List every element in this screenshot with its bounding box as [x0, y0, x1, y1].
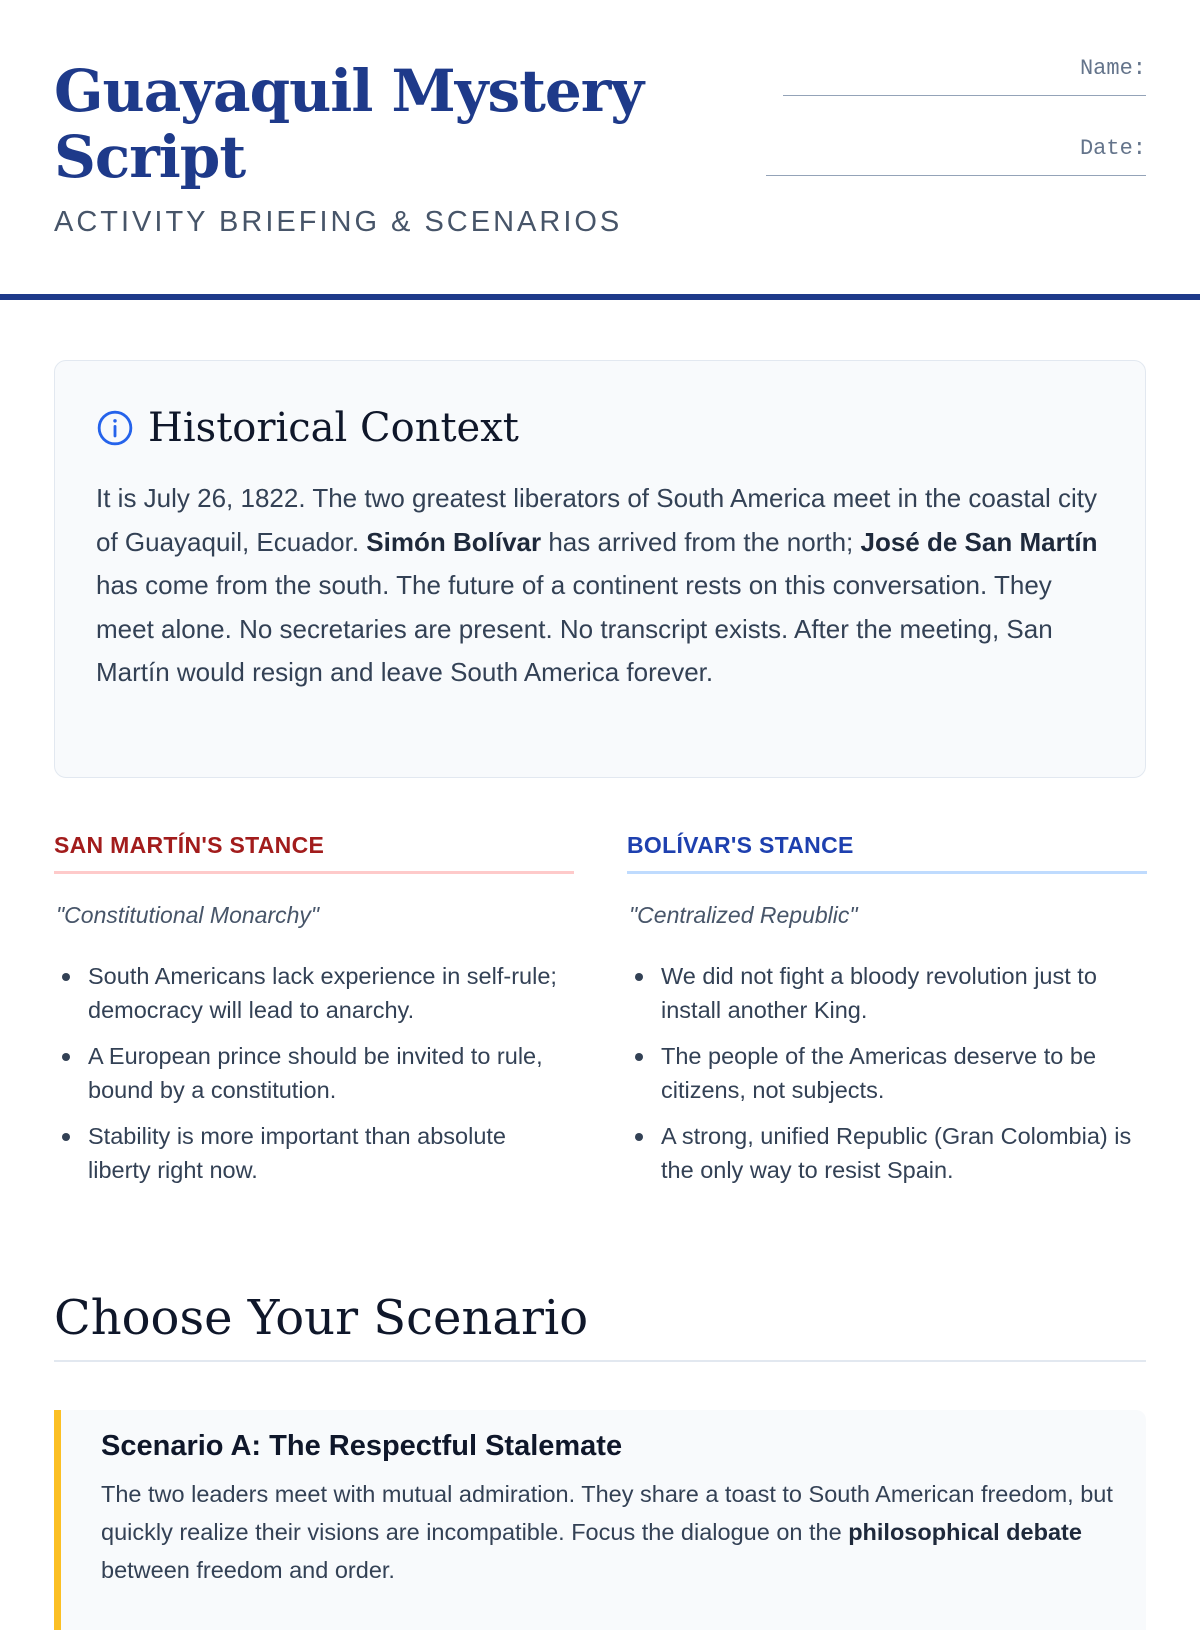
context-title: Historical Context	[148, 405, 519, 451]
stance-point: South Americans lack experience in self-rule; democracy will lead to anarchy.	[54, 959, 574, 1027]
info-circle-icon	[96, 409, 134, 447]
date-label: Date:	[1079, 136, 1146, 161]
stance-point: Stability is more important than absolute liberty right now.	[54, 1119, 574, 1187]
stance-quote: "Constitutional Monarchy"	[56, 902, 320, 928]
date-input-line[interactable]	[766, 175, 1146, 176]
scenario-title: Scenario A: The Respectful Stalemate	[101, 1430, 623, 1462]
stance-point: We did not fight a bloody revolution just to install another King.	[627, 959, 1147, 1027]
header	[0, 0, 1200, 300]
scenario-section-title: Choose Your Scenario	[54, 1290, 1146, 1362]
scenario-description	[101, 1475, 1130, 1589]
context-heading	[96, 405, 1105, 451]
stance-quote: "Centralized Republic"	[629, 902, 858, 928]
page-subtitle: ACTIVITY BRIEFING & SCENARIOS	[54, 206, 623, 238]
scenario-text-part: between freedom and order.	[101, 1557, 395, 1583]
bolivar-name: Simón Bolívar	[366, 526, 542, 557]
scenario-a-card[interactable]	[54, 1410, 1146, 1630]
historical-context-box	[54, 360, 1146, 778]
context-text-part: It is July 26, 1822. The two greatest liberators of South America meet in the coastal city of Guayaquil, Ecuador.	[96, 483, 1098, 557]
san-martin-stance	[54, 832, 574, 1199]
san-martin-name: José de San Martín	[860, 526, 1098, 557]
name-input-line[interactable]	[783, 95, 1146, 96]
name-field[interactable]	[766, 56, 1146, 96]
bolivar-stance	[627, 832, 1147, 1199]
stance-title: SAN MARTÍN'S STANCE	[54, 832, 574, 874]
date-field[interactable]	[766, 136, 1146, 176]
context-text-part: has come from the south. The future of a continent rests on this conversation. They meet alone. No secretaries are present. No transcript exists. After the meeting, San Martín would resign and leave South America forever.	[96, 570, 1053, 687]
stance-point: The people of the Americas deserve to be citizens, not subjects.	[627, 1039, 1147, 1107]
context-paragraph	[96, 477, 1105, 695]
stance-point: A European prince should be invited to rule, bound by a constitution.	[54, 1039, 574, 1107]
stance-title: BOLÍVAR'S STANCE	[627, 832, 1147, 874]
name-label: Name:	[1079, 56, 1146, 81]
scenario-emphasis: philosophical debate	[848, 1519, 1082, 1545]
stance-point: A strong, unified Republic (Gran Colombia) is the only way to resist Spain.	[627, 1119, 1147, 1187]
page-title: Guayaquil Mystery Script	[54, 57, 644, 191]
stance-points	[627, 959, 1147, 1187]
scenario-text-part: The two leaders meet with mutual admiration. They share a toast to South American freedom, but quickly realize their visions are incompatible. Focus the dialogue on the	[101, 1481, 1113, 1545]
context-text-part: has arrived from the north;	[541, 526, 861, 557]
stance-points	[54, 959, 574, 1187]
